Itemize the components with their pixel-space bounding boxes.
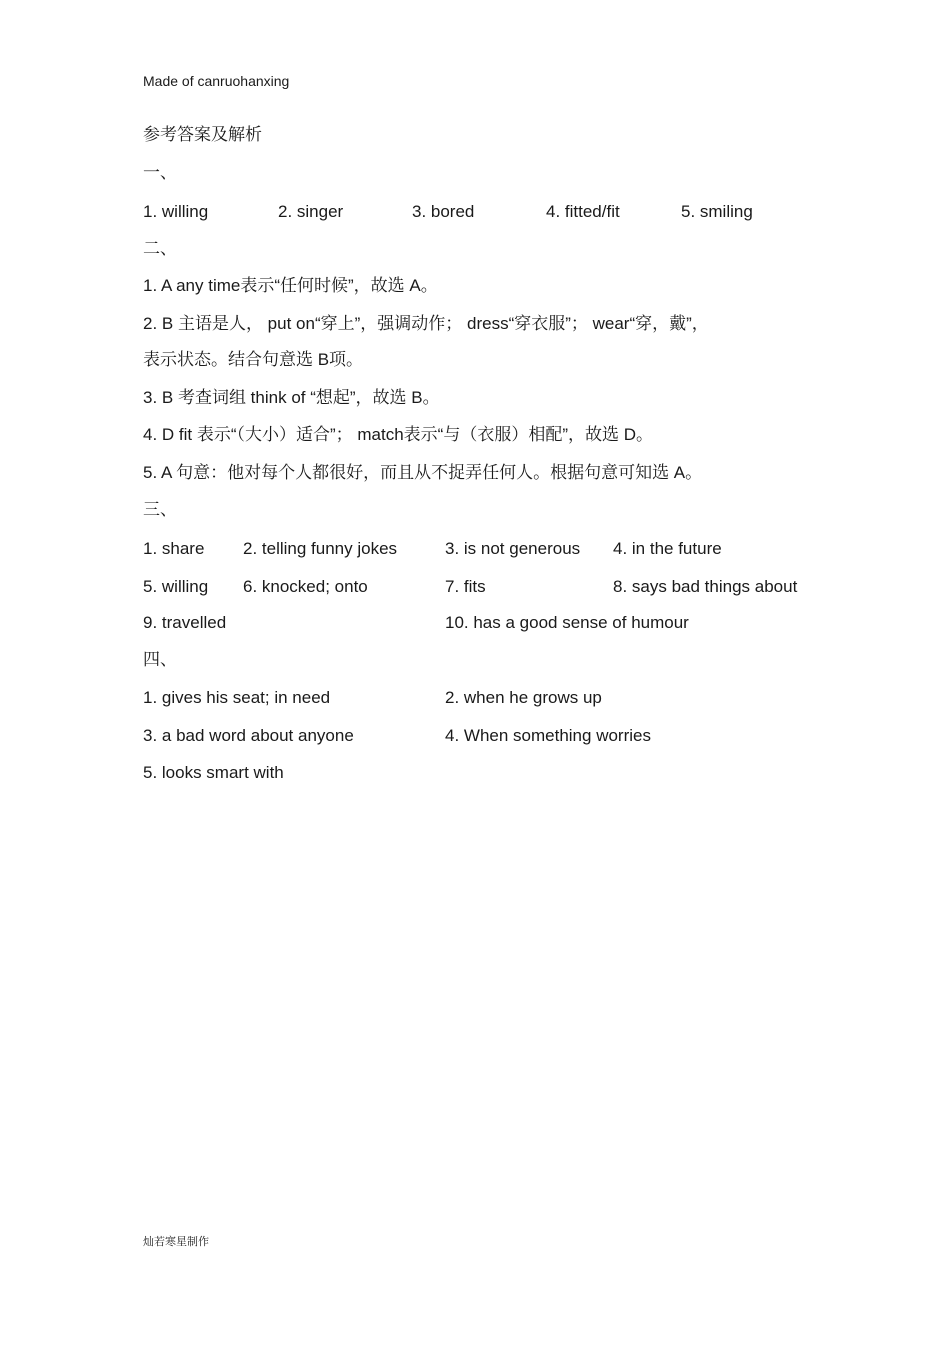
s2-explanation-4: 4. D fit 表示“（大小）适合”； match表示“与（衣服）相配”，故选 D。 (143, 425, 654, 444)
s3-answer-1: 1. share (143, 539, 205, 558)
s1-answer-5: 5. smiling (681, 202, 753, 221)
page-title: 参考答案及解析 (143, 125, 262, 144)
section-2-heading: 二、 (143, 239, 177, 258)
s3-answer-4: 4. in the future (613, 539, 722, 558)
s3-answer-3: 3. is not generous (445, 539, 581, 558)
s3-answer-9: 9. travelled (143, 613, 227, 632)
s4-answer-5: 5. looks smart with (143, 763, 284, 782)
s3-answer-5: 5. willing (143, 577, 209, 596)
section-3-heading: 三、 (143, 500, 177, 519)
s1-answer-1: 1. willing (143, 202, 209, 221)
s2-explanation-3: 3. B 考查词组 think of “想起”，故选 B。 (143, 388, 440, 407)
section-4-heading: 四、 (143, 650, 177, 669)
s1-answer-2: 2. singer (278, 202, 344, 221)
s2-explanation-2-cont: 表示状态。结合句意选 B项。 (143, 350, 364, 369)
s4-answer-2: 2. when he grows up (445, 688, 602, 707)
s4-answer-4: 4. When something worries (445, 726, 651, 745)
s3-answer-7: 7. fits (445, 577, 486, 596)
s1-answer-4: 4. fitted/fit (546, 202, 620, 221)
page-footer: 灿若寒星制作 (143, 1236, 209, 1248)
s3-answer-10: 10. has a good sense of humour (445, 613, 689, 632)
s2-explanation-1: 1. A any time表示“任何时候”，故选 A。 (143, 276, 438, 295)
s2-explanation-2: 2. B 主语是人， put on“穿上”，强调动作； dress“穿衣服”； wear“穿，戴”， (143, 314, 709, 333)
s4-answer-1: 1. gives his seat; in need (143, 688, 331, 707)
section-1-heading: 一、 (143, 163, 177, 182)
s4-answer-3: 3. a bad word about anyone (143, 726, 354, 745)
s2-explanation-5: 5. A 句意：他对每个人都很好，而且从不捉弄任何人。根据句意可知选 A。 (143, 463, 703, 482)
s1-answer-3: 3. bored (412, 202, 475, 221)
s3-answer-6: 6. knocked; onto (243, 577, 368, 596)
page-header: Made of canruohanxing (143, 73, 290, 89)
s3-answer-2: 2. telling funny jokes (243, 539, 398, 558)
s3-answer-8: 8. says bad things about (613, 577, 798, 596)
